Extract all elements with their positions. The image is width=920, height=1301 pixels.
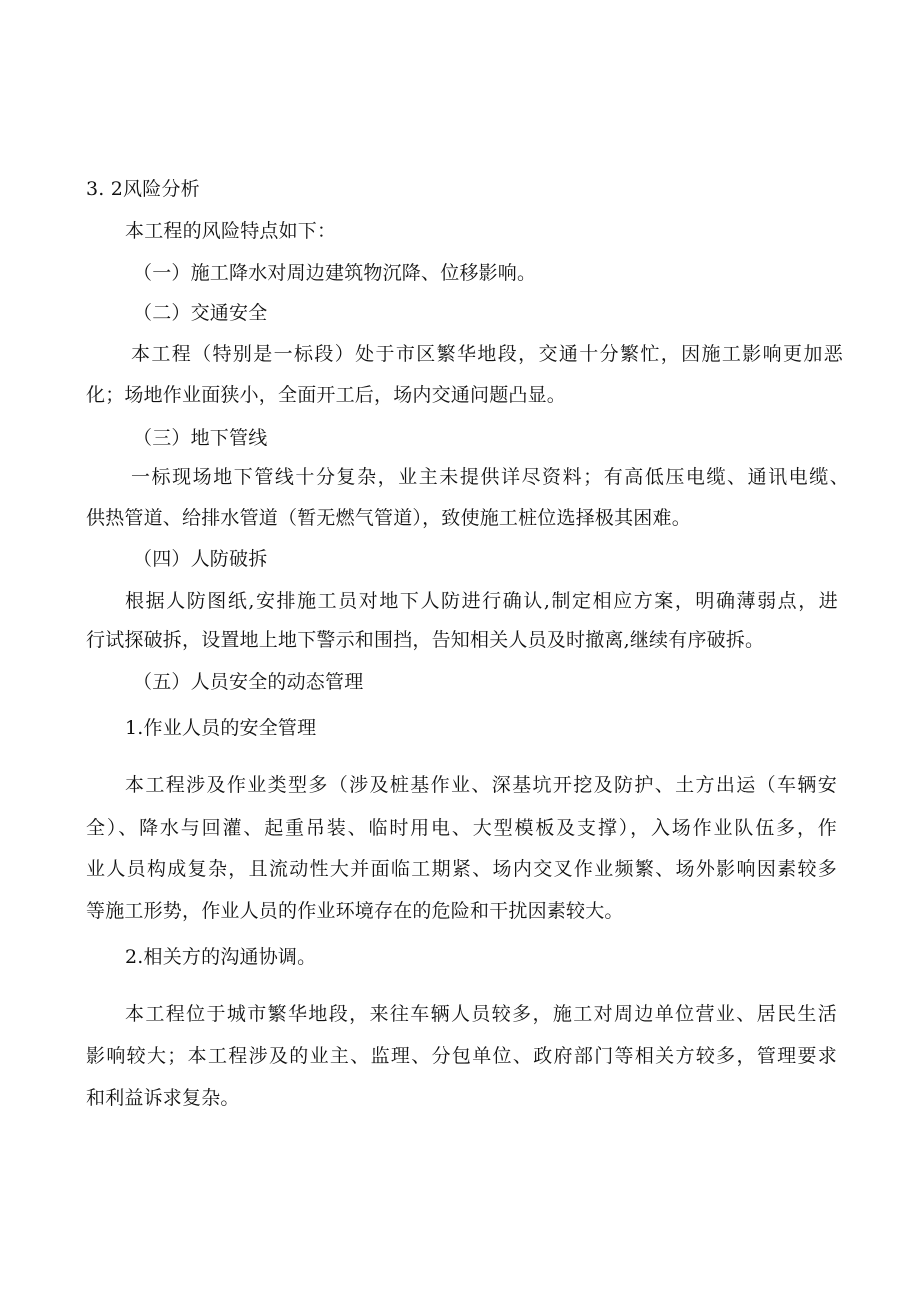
section-heading: 3. 2风险分析 <box>86 178 200 200</box>
subsection-2-heading: 2.相关方的沟通协调。 <box>125 946 317 968</box>
item-5-heading: （五）人员安全的动态管理 <box>133 671 364 693</box>
item-1-heading: （一）施工降水对周边建筑物沉降、位移影响。 <box>133 262 537 284</box>
item-4-body-line: 行试探破拆，设置地上地下警示和围挡，告知相关人员及时撤离,继续有序破拆。 <box>86 629 765 651</box>
item-3-heading: （三）地下管线 <box>133 427 268 449</box>
subsection-1-body-line: 全）、降水与回灌、起重吊装、临时用电、大型模板及支撑），入场作业队伍多，作 <box>86 817 837 839</box>
item-2-body-line: 化；场地作业面狭小，全面开工后，场内交通问题凸显。 <box>86 384 567 406</box>
subsection-1-body-line: 业人员构成复杂，且流动性大并面临工期紧、场内交叉作业频繁、场外影响因素较多 <box>86 858 837 880</box>
item-2-heading: （二）交通安全 <box>133 302 268 324</box>
item-4-body-line: 根据人防图纸,安排施工员对地下人防进行确认,制定相应方案，明确薄弱点，进 <box>125 590 838 612</box>
subsection-2-body-line: 和利益诉求复杂。 <box>86 1087 240 1109</box>
subsection-1-body-line: 等施工形势，作业人员的作业环境存在的危险和干扰因素较大。 <box>86 900 624 922</box>
intro-paragraph: 本工程的风险特点如下： <box>125 220 337 242</box>
subsection-2-body-line: 影响较大；本工程涉及的业主、监理、分包单位、政府部门等相关方较多，管理要求 <box>86 1045 837 1067</box>
item-4-heading: （四）人防破拆 <box>133 548 268 570</box>
item-3-body-line: 供热管道、给排水管道（暂无燃气管道），致使施工桩位选择极其困难。 <box>86 507 691 529</box>
item-2-body-line: 本工程（特别是一标段）处于市区繁华地段，交通十分繁忙，因施工影响更加恶 <box>131 343 843 365</box>
subsection-1-body-line: 本工程涉及作业类型多（涉及桩基作业、深基坑开挖及防护、土方出运（车辆安 <box>125 774 837 796</box>
subsection-1-heading: 1.作业人员的安全管理 <box>125 717 317 739</box>
item-3-body-line: 一标现场地下管线十分复杂，业主未提供详尽资料；有高低压电缆、通讯电缆、 <box>131 466 849 488</box>
subsection-2-body-line: 本工程位于城市繁华地段，来往车辆人员较多，施工对周边单位营业、居民生活 <box>125 1003 837 1025</box>
